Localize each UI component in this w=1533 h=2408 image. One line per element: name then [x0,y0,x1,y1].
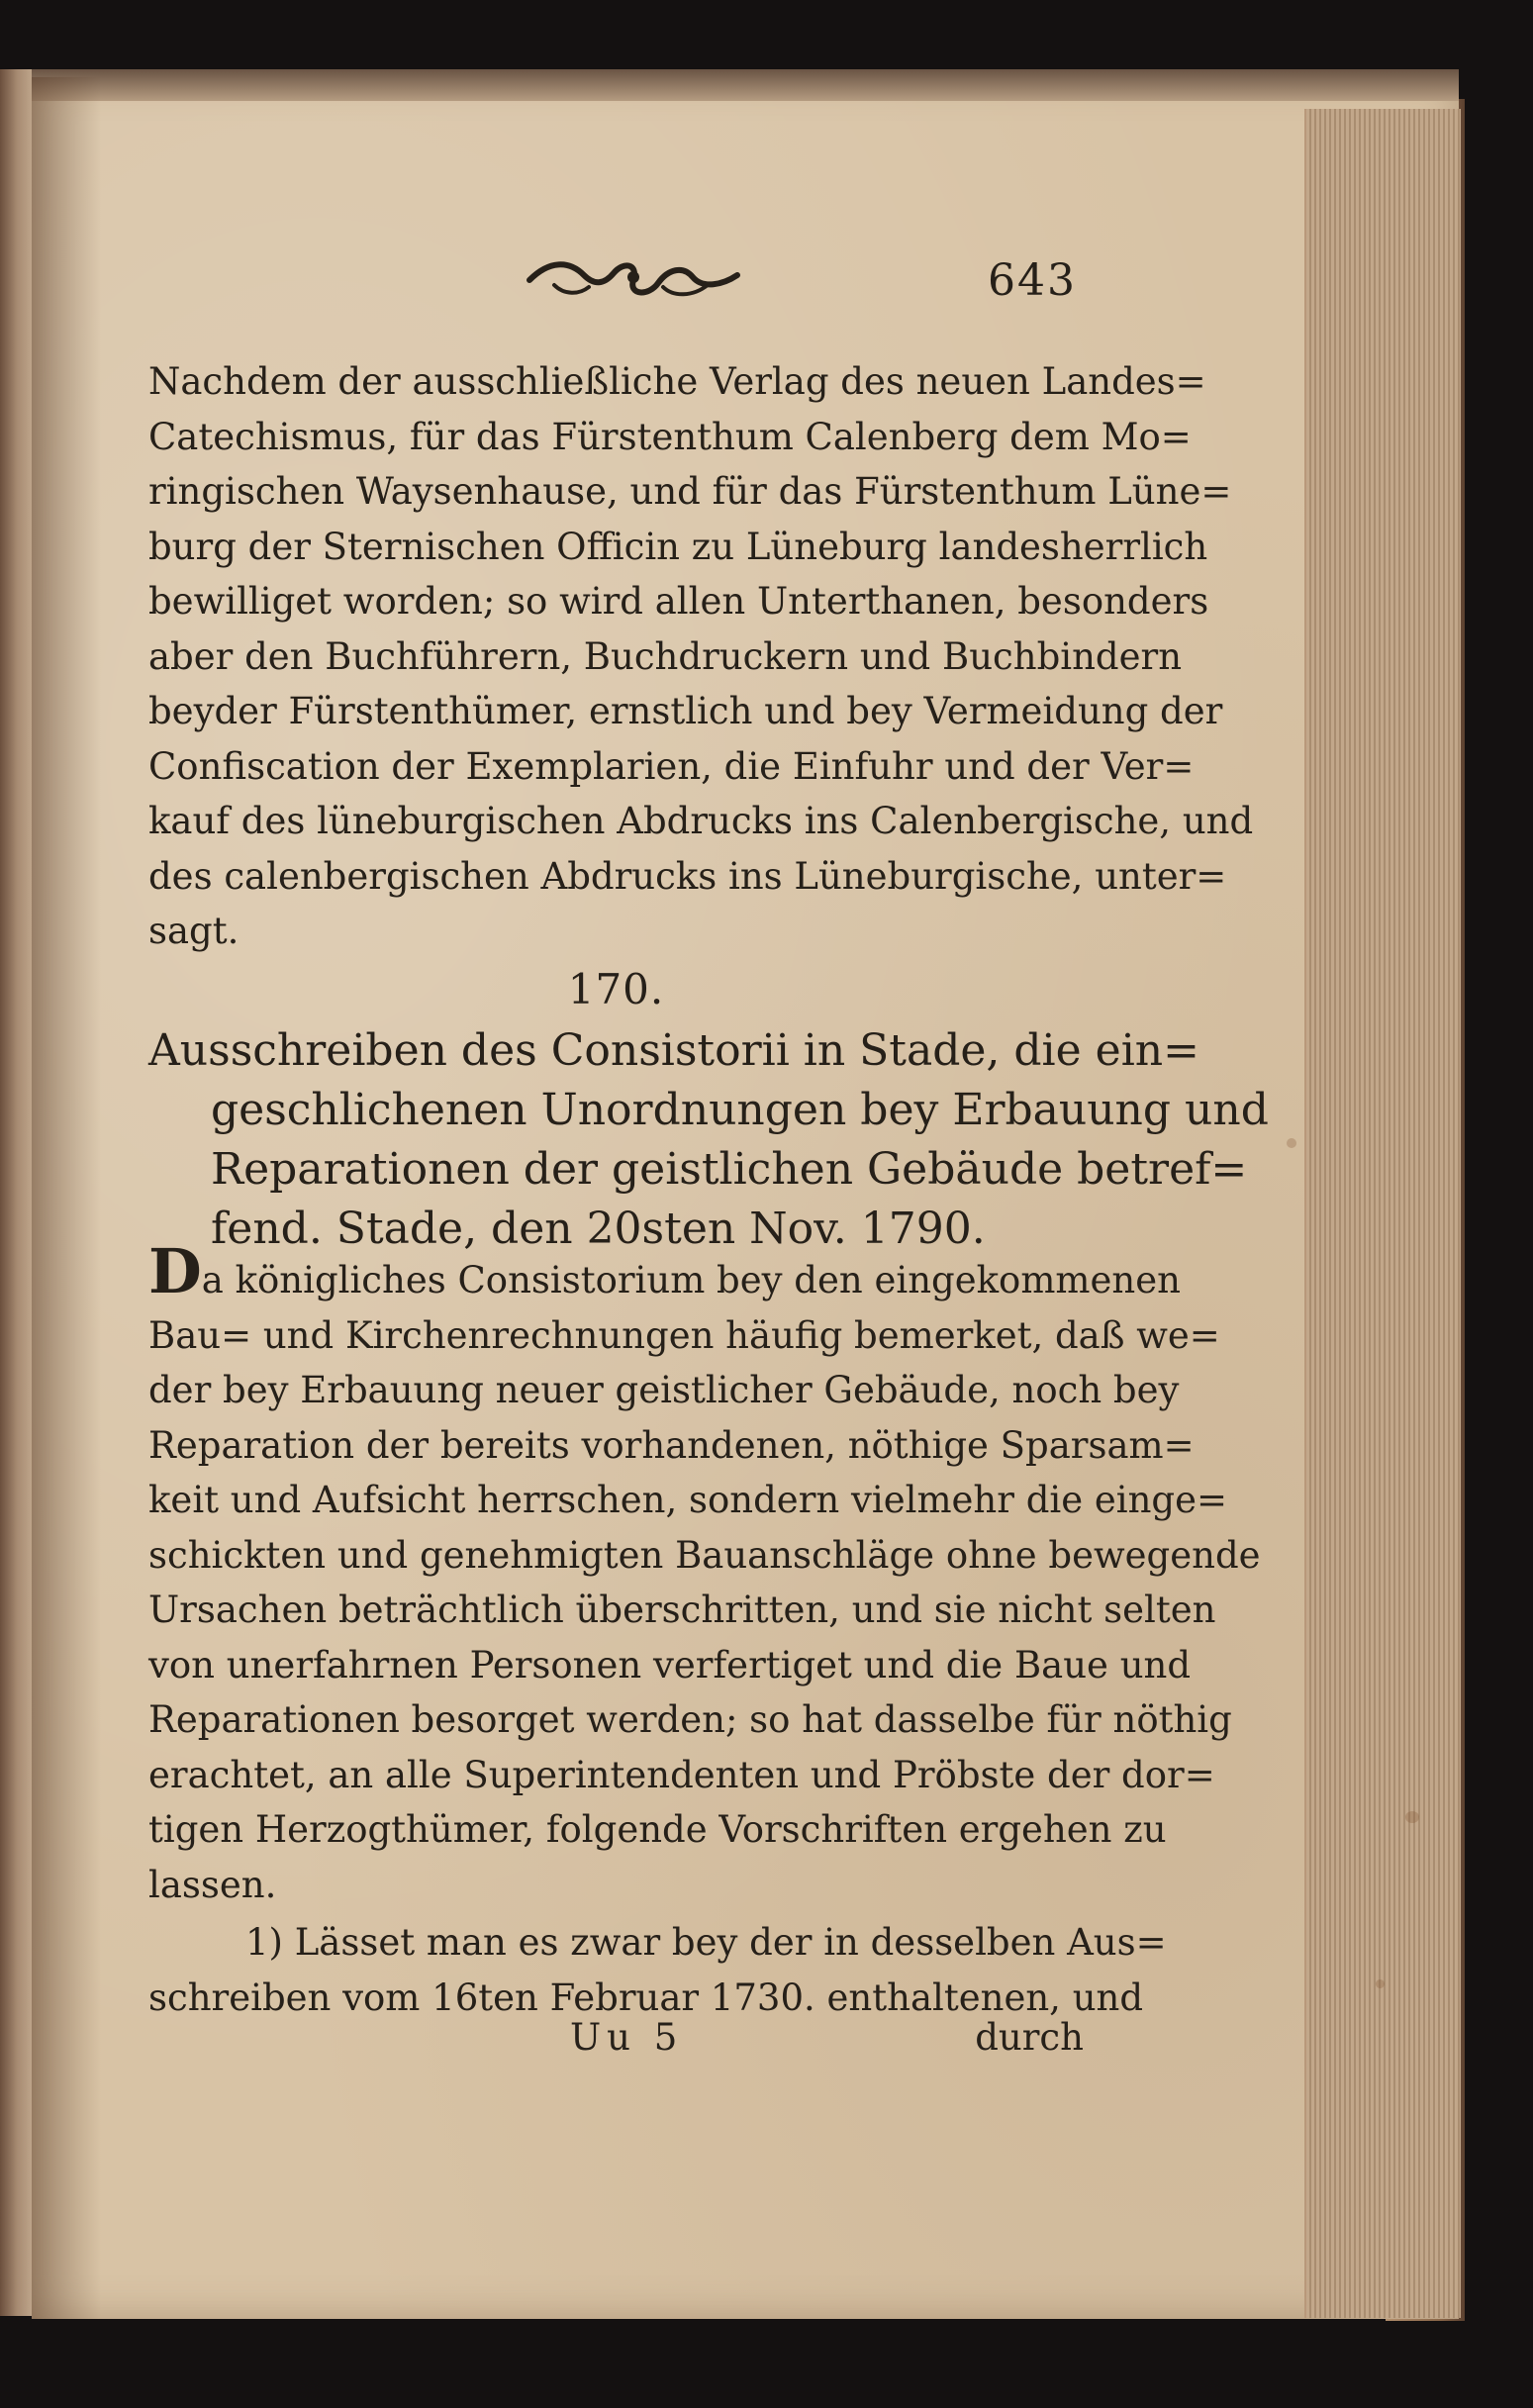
text-line: Confiscation der Exemplarien, die Einfuhr und der Ver= [148,744,1195,788]
signature-mark: Uu 5 [570,2016,684,2059]
paragraph-consistory-notice [148,1235,1261,1912]
text-line: des calenbergischen Abdrucks ins Lüneburgische, unter= [148,854,1227,898]
text-line: kauf des lüneburgischen Abdrucks ins Calenbergische, und [148,800,1254,842]
catchword: durch [975,2016,1084,2059]
text-line: ringischen Waysenhause, und für das Fürstenthum Lüne= [148,470,1232,513]
page-number: 643 [988,255,1077,306]
text-line: von unerfahrnen Personen verfertiget und die Baue und [148,1643,1192,1686]
printer-ornament-icon [525,255,742,305]
title-line: fend. Stade, den 20sten Nov. 1790. [211,1204,986,1254]
text-line: tigen Herzogthümer, folgende Vorschriften ergehen zu [148,1808,1167,1851]
text-line: Nachdem der ausschließliche Verlag des neuen Landes= [148,360,1206,403]
text-line: schreiben vom 16ten Februar 1730. enthaltenen, und [148,1975,1144,2019]
text-line: Bau= und Kirchenrechnungen häufig bemerket, daß we= [148,1313,1220,1357]
text-line: Reparationen besorget werden; so hat dasselbe für nöthig [148,1698,1232,1741]
text-line: keit und Aufsicht herrschen, sondern vielmehr die einge= [148,1479,1228,1521]
title-line: Reparationen der geistlichen Gebäude betref= [211,1144,1248,1195]
section-title [148,1021,1269,1259]
text-line-first [148,1235,1181,1308]
text-line: burg der Sternischen Officin zu Lüneburg landesherrlich [148,525,1208,568]
text-line: Ursachen beträchtlich überschritten, und sie nicht selten [148,1589,1216,1631]
page-header [148,255,1099,315]
text-line: Reparation der bereits vorhandenen, nöthige Sparsam= [148,1423,1195,1467]
title-line: geschlichenen Unordnungen bey Erbauung und [211,1085,1269,1135]
page-top-edge [32,69,1459,101]
title-line: Ausschreiben des Consistorii in Stade, die ein= [148,1025,1199,1076]
text-line: der bey Erbauung neuer geistlicher Gebäude, noch bey [148,1369,1180,1411]
foxing-spot [1376,1979,1385,1988]
text-line-rest: a königliches Consistorium bey den eingekommenen [201,1259,1181,1301]
text-line: schickten und genehmigten Bauanschläge ohne bewegende [148,1533,1261,1577]
text-line: beyder Fürstenthümer, ernstlich und bey Vermeidung der [148,690,1223,732]
text-line: sagt. [148,910,240,952]
text-line: Catechismus, für das Fürstenthum Calenberg dem Mo= [148,415,1192,458]
text-line: lassen. [148,1863,277,1906]
text-line: aber den Buchführern, Buchdruckern und Buchbindern [148,634,1183,678]
paragraph-catechism-notice [148,354,1254,959]
gutter-shadow [32,77,101,2319]
foxing-spot [1287,1138,1296,1148]
text-line: bewilliget worden; so wird allen Unterthanen, besonders [148,580,1209,623]
page-footer [148,2016,1084,2066]
foxing-spot [1405,1811,1419,1823]
text-line: 1) Lässet man es zwar bey der in desselben Aus= [245,1921,1167,1964]
text-line: erachtet, an alle Superintendenten und Pröbste der dor= [148,1753,1215,1796]
section-number: 170. [567,965,665,1013]
drop-capital: D [148,1235,202,1307]
paragraph-rule-1 [148,1915,1167,2025]
